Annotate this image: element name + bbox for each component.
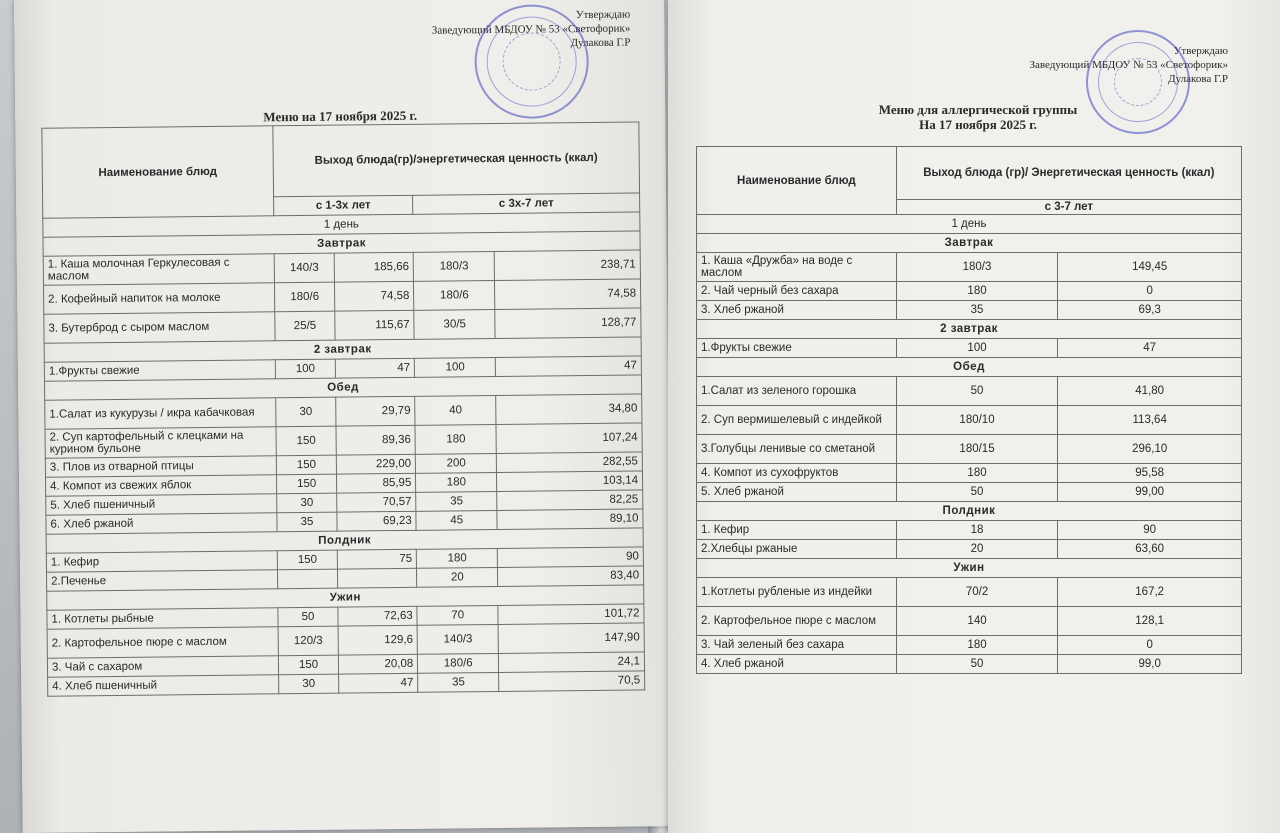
kcal-cell: 74,58 [335,281,414,311]
section-row [697,320,1242,339]
table-row [697,406,1242,435]
portion-cell: 180/15 [896,435,1058,464]
portion-cell: 180/3 [896,253,1058,282]
section-label: Полдник [697,502,1242,521]
kcal-cell: 89,36 [336,425,415,455]
kcal-cell: 69,23 [337,511,416,531]
dish-name: 2. Суп вермишелевый с индейкой [697,406,897,435]
portion-cell [277,569,338,589]
kcal-cell: 185,66 [334,252,413,282]
approval-name: Дулакова Г.Р [1168,73,1228,85]
col-header-output: Выход блюда (гр)/ Энергетическая ценность (ккал) [896,147,1241,200]
kcal-cell: 103,14 [497,471,643,492]
col-header-age: с 3-7 лет [896,200,1241,215]
kcal-cell: 47 [496,356,642,377]
table-row [697,521,1242,540]
col-header-dish: Наименование блюд [697,147,897,215]
menu-table [41,121,645,696]
portion-cell: 180/3 [413,251,494,281]
section-label: Завтрак [43,231,640,256]
kcal-cell: 85,95 [337,473,416,493]
dish-name: 6. Хлеб ржаной [46,513,277,534]
dish-name: 3. Хлеб ржаной [697,301,897,320]
portion-cell: 50 [896,483,1058,502]
portion-cell: 100 [896,339,1058,358]
dish-name: 2. Картофельное пюре с маслом [697,607,897,636]
portion-cell: 150 [277,550,338,570]
table-row [697,540,1242,559]
day-row [697,215,1242,234]
dish-name: 2.Печенье [46,570,277,591]
portion-cell: 150 [278,655,339,675]
portion-cell: 35 [416,491,497,511]
portion-cell: 180/6 [274,282,335,312]
dish-name: 1. Кефир [697,521,897,540]
day-label: 1 день [697,215,1242,234]
kcal-cell: 83,40 [498,566,644,587]
portion-cell: 180/6 [418,653,499,673]
approval-label: Утверждаю [1173,45,1228,57]
kcal-cell: 167,2 [1058,578,1242,607]
portion-cell: 50 [896,377,1058,406]
dish-name: 3.Голубцы ленивые со сметаной [697,435,897,464]
portion-cell: 35 [418,672,499,692]
portion-cell: 180 [896,282,1058,301]
menu-title-line-1: Меню для аллергической группы [878,102,1078,117]
table-row [697,483,1242,502]
portion-cell: 30/5 [414,309,495,339]
portion-cell: 35 [277,512,338,532]
portion-cell: 50 [896,655,1058,674]
menu-title-line-2: На 17 ноября 2025 г. [919,117,1037,132]
kcal-cell: 47 [339,673,418,693]
approval-label: Утверждаю [575,8,631,22]
portion-cell: 70/2 [896,578,1058,607]
dish-name: 2. Кофейный напиток на молоке [43,283,274,314]
dish-name: 3. Чай зеленый без сахара [697,636,897,655]
dish-name: 1. Кефир [46,551,277,572]
portion-cell: 180 [416,472,497,492]
kcal-cell: 99,00 [1058,483,1242,502]
table-row [697,377,1242,406]
table-row [697,339,1242,358]
kcal-cell: 0 [1058,282,1242,301]
kcal-cell: 63,60 [1058,540,1242,559]
kcal-cell: 41,80 [1058,377,1242,406]
portion-cell: 25/5 [275,311,336,341]
table-row [697,636,1242,655]
section-row [697,234,1242,253]
portion-cell: 30 [277,493,338,513]
portion-cell: 140 [896,607,1058,636]
portion-cell: 30 [278,674,339,694]
dish-name: 1.Фрукты свежие [44,360,275,381]
portion-cell: 180/6 [414,280,495,310]
kcal-cell: 90 [1058,521,1242,540]
approval-position: Заведующий МБДОУ № 53 «Светофорик» [1029,59,1228,71]
kcal-cell: 115,67 [335,310,414,340]
kcal-cell: 90 [498,547,644,568]
portion-cell: 100 [415,357,496,377]
dish-name: 1. Каша «Дружба» на воде с маслом [697,253,897,282]
kcal-cell: 89,10 [497,509,643,530]
portion-cell: 20 [417,567,498,587]
portion-cell: 180 [415,424,496,454]
dish-name: 1.Фрукты свежие [697,339,897,358]
col-header-output: Выход блюда(гр)/энергетическая ценность (ккал) [273,122,640,197]
section-label: Обед [697,358,1242,377]
dish-name: 1.Котлеты рубленые из индейки [697,578,897,607]
kcal-cell: 128,1 [1058,607,1242,636]
kcal-cell: 75 [337,549,416,569]
portion-cell: 50 [278,607,339,627]
portion-cell: 35 [896,301,1058,320]
kcal-cell: 129,6 [338,625,417,655]
kcal-cell: 0 [1058,636,1242,655]
portion-cell: 140/3 [274,253,335,283]
dish-name: 1.Салат из зеленого горошка [697,377,897,406]
portion-cell: 45 [416,510,497,530]
dish-name: 3. Чай с сахаром [47,656,278,677]
table-row [697,253,1242,282]
kcal-cell: 229,00 [336,454,415,474]
dish-name: 4. Хлеб пшеничный [48,675,279,696]
official-stamp-icon [474,4,589,119]
portion-cell: 150 [276,474,337,494]
dish-name: 1. Котлеты рыбные [47,608,278,629]
portion-cell: 40 [415,395,496,425]
portion-cell: 18 [896,521,1058,540]
portion-cell: 150 [276,455,337,475]
section-row [697,559,1242,578]
kcal-cell: 74,58 [495,279,641,310]
dish-name: 5. Хлеб ржаной [697,483,897,502]
section-label: 2 завтрак [44,337,641,362]
col-header-dish: Наименование блюд [42,126,274,218]
kcal-cell: 34,80 [496,394,642,425]
kcal-cell: 107,24 [496,423,642,454]
kcal-cell: 147,90 [498,623,644,654]
kcal-cell: 47 [1058,339,1242,358]
kcal-cell: 47 [335,358,414,378]
dish-name: 3. Бутерброд с сыром маслом [44,312,275,343]
portion-cell: 20 [896,540,1058,559]
kcal-cell: 69,3 [1058,301,1242,320]
kcal-cell: 113,64 [1058,406,1242,435]
portion-cell: 180/10 [896,406,1058,435]
kcal-cell: 24,1 [499,652,645,673]
portion-cell: 30 [276,397,337,427]
dish-name: 2. Чай черный без сахара [697,282,897,301]
portion-cell: 120/3 [278,626,339,656]
dish-name: 1.Салат из кукурузы / икра кабачковая [45,398,276,429]
dish-name: 4. Компот из свежих яблок [45,475,276,496]
section-label: Полдник [46,528,643,553]
section-label: Завтрак [697,234,1242,253]
menu-title [788,102,1168,132]
kcal-cell: 149,45 [1058,253,1242,282]
day-label: 1 день [43,212,640,237]
kcal-cell: 29,79 [336,396,415,426]
kcal-cell: 128,77 [495,308,641,339]
table-row [697,578,1242,607]
table-row [697,464,1242,483]
portion-cell: 150 [276,426,337,456]
dish-name: 2. Суп картофельный с клецками на курином бульоне [45,427,276,458]
portion-cell: 140/3 [417,624,498,654]
portion-cell: 180 [417,548,498,568]
portion-cell: 180 [896,636,1058,655]
dish-name: 2. Картофельное пюре с маслом [47,627,278,658]
dish-name: 4. Хлеб ржаной [697,655,897,674]
kcal-cell: 70,5 [499,671,645,692]
col-header-age-1: с 1-3х лет [273,195,413,215]
table-row [697,655,1242,674]
kcal-cell: 20,08 [339,654,418,674]
section-label: Обед [44,375,641,400]
dish-name: 1. Каша молочная Геркулесовая с маслом [43,254,274,285]
section-label: Ужин [47,585,644,610]
section-row [697,358,1242,377]
kcal-cell: 296,10 [1058,435,1242,464]
section-row [697,502,1242,521]
dish-name: 2.Хлебцы ржаные [697,540,897,559]
portion-cell: 100 [275,359,336,379]
kcal-cell [338,568,417,588]
kcal-cell: 82,25 [497,490,643,511]
table-row [697,607,1242,636]
kcal-cell: 95,58 [1058,464,1242,483]
table-row [697,282,1242,301]
dish-name: 4. Компот из сухофруктов [697,464,897,483]
kcal-cell: 238,71 [495,250,641,281]
kcal-cell: 72,63 [338,606,417,626]
portion-cell: 70 [417,605,498,625]
approval-name: Дулакова Г.Р [570,36,631,50]
table-row [697,301,1242,320]
section-label: Ужин [697,559,1242,578]
menu-sheet-allergy [668,0,1280,833]
kcal-cell: 282,55 [497,452,643,473]
kcal-cell: 101,72 [498,604,644,625]
dish-name: 3. Плов из отварной птицы [45,456,276,477]
menu-sheet-general [14,0,673,833]
col-header-age-2: с 3х-7 лет [413,193,640,214]
kcal-cell: 99,0 [1058,655,1242,674]
portion-cell: 180 [896,464,1058,483]
dish-name: 5. Хлеб пшеничный [46,494,277,515]
table-row [697,435,1242,464]
approval-position: Заведующий МБДОУ № 53 «Светофорик» [431,22,631,37]
menu-title: Меню на 17 ноября 2025 г. [263,107,418,125]
portion-cell: 200 [416,453,497,473]
menu-table [696,146,1242,674]
kcal-cell: 70,57 [337,492,416,512]
section-label: 2 завтрак [697,320,1242,339]
